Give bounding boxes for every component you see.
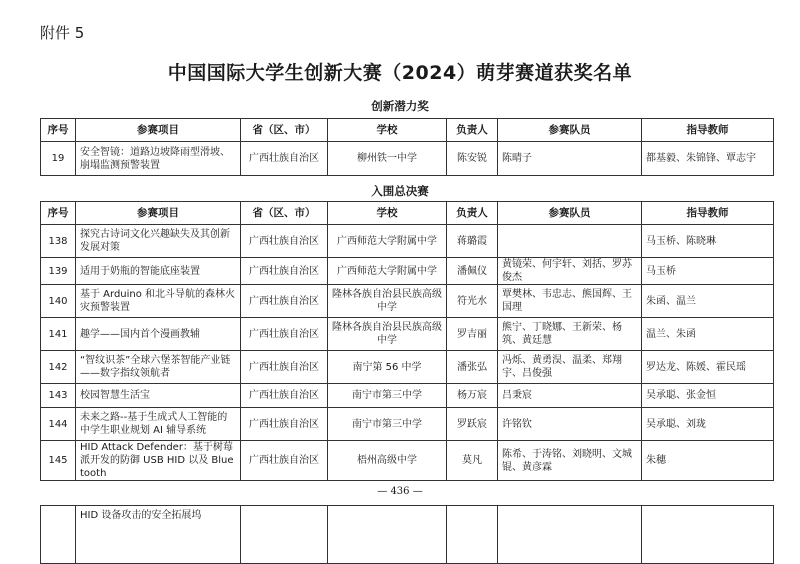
cell-school: 柳州铁一中学 bbox=[328, 142, 447, 176]
cell-advisors: 朱函、温兰 bbox=[642, 285, 774, 318]
cell-region: 广西壮族自治区 bbox=[241, 351, 328, 384]
cell-members: 覃樊林、韦忠志、熊国辉、王国理 bbox=[498, 285, 642, 318]
header-members: 参赛队员 bbox=[498, 119, 642, 142]
document-title: 中国国际大学生创新大赛（2024）萌芽赛道获奖名单 bbox=[167, 62, 633, 84]
header-leader: 负责人 bbox=[447, 119, 498, 142]
table-row bbox=[41, 225, 774, 258]
header-no: 序号 bbox=[41, 202, 76, 225]
header-advisors: 指导教师 bbox=[642, 202, 774, 225]
cell-no: 142 bbox=[41, 351, 76, 384]
table-row bbox=[41, 441, 774, 481]
cell-school: 广西师范大学附属中学 bbox=[328, 258, 447, 285]
cell-advisors: 吴承聪、张金恒 bbox=[642, 384, 774, 408]
cell-project: HID 设备攻击的安全拓展坞 bbox=[76, 506, 241, 564]
cell-no: 144 bbox=[41, 408, 76, 441]
cell-no: 140 bbox=[41, 285, 76, 318]
cell-project: “智纹识茶”全球六堡茶智能产业链——数字指纹领航者 bbox=[76, 351, 241, 384]
cell-leader: 符光水 bbox=[447, 285, 498, 318]
table-row bbox=[41, 351, 774, 384]
cell-no: 143 bbox=[41, 384, 76, 408]
cell-no: 138 bbox=[41, 225, 76, 258]
cell-school: 隆林各族自治县民族高级中学 bbox=[328, 318, 447, 351]
header-region: 省（区、市） bbox=[241, 119, 328, 142]
cell-advisors: 马玉桥、陈晓琳 bbox=[642, 225, 774, 258]
table-row bbox=[41, 285, 774, 318]
cell-advisors: 温兰、朱函 bbox=[642, 318, 774, 351]
table-row bbox=[41, 318, 774, 351]
cell-members bbox=[498, 225, 642, 258]
table-row bbox=[41, 258, 774, 285]
cell-region bbox=[241, 506, 328, 564]
cell-no: 145 bbox=[41, 441, 76, 481]
attachment-label: 附件 5 bbox=[40, 24, 85, 42]
cell-advisors: 都基毅、朱锦锋、覃志宇 bbox=[642, 142, 774, 176]
cell-region: 广西壮族自治区 bbox=[241, 384, 328, 408]
cell-members: 黄镜荣、何宇轩、刘括、罗苏俊杰 bbox=[498, 258, 642, 285]
cell-region: 广西壮族自治区 bbox=[241, 142, 328, 176]
cell-region: 广西壮族自治区 bbox=[241, 318, 328, 351]
cell-school: 南宁市第三中学 bbox=[328, 408, 447, 441]
table-row bbox=[41, 506, 774, 564]
cell-school bbox=[328, 506, 447, 564]
cell-no: 141 bbox=[41, 318, 76, 351]
header-leader: 负责人 bbox=[447, 202, 498, 225]
cell-advisors: 罗达龙、陈媛、霍民瑶 bbox=[642, 351, 774, 384]
cell-leader: 莫凡 bbox=[447, 441, 498, 481]
header-no: 序号 bbox=[41, 119, 76, 142]
cell-project: 校园智慧生活宝 bbox=[76, 384, 241, 408]
table-body bbox=[41, 142, 774, 176]
cell-members: 熊宁、丁晓娜、王新荣、杨筑、黄廷慧 bbox=[498, 318, 642, 351]
cell-project: 未来之路--基于生成式人工智能的中学生职业规划 AI 辅导系统 bbox=[76, 408, 241, 441]
table-row bbox=[41, 408, 774, 441]
cell-leader: 陈安锐 bbox=[447, 142, 498, 176]
cell-advisors bbox=[642, 506, 774, 564]
innovation-potential-table bbox=[40, 118, 774, 176]
table-body bbox=[41, 225, 774, 481]
cell-members: 陈希、于涛铭、刘晓明、文城锟、黄彦霖 bbox=[498, 441, 642, 481]
cell-school: 广西师范大学附属中学 bbox=[328, 225, 447, 258]
finalists-table bbox=[40, 201, 774, 481]
cell-no: 19 bbox=[41, 142, 76, 176]
cell-region: 广西壮族自治区 bbox=[241, 225, 328, 258]
cell-project: 探究古诗词文化兴趣缺失及其创新发展对策 bbox=[76, 225, 241, 258]
cell-region: 广西壮族自治区 bbox=[241, 285, 328, 318]
cell-school: 南宁第 56 中学 bbox=[328, 351, 447, 384]
cell-region: 广西壮族自治区 bbox=[241, 258, 328, 285]
header-project: 参赛项目 bbox=[76, 119, 241, 142]
cell-project: 安全智镜：道路边坡降雨型滑坡、崩塌监测预警装置 bbox=[76, 142, 241, 176]
cell-no bbox=[41, 506, 76, 564]
header-region: 省（区、市） bbox=[241, 202, 328, 225]
section-title-finalists: 入围总决赛 bbox=[371, 184, 429, 198]
cell-region: 广西壮族自治区 bbox=[241, 408, 328, 441]
header-members: 参赛队员 bbox=[498, 202, 642, 225]
cell-school: 隆林各族自治县民族高级中学 bbox=[328, 285, 447, 318]
header-school: 学校 bbox=[328, 119, 447, 142]
cell-leader: 潘张弘 bbox=[447, 351, 498, 384]
cell-advisors: 吴承聪、刘珑 bbox=[642, 408, 774, 441]
cell-advisors: 朱穗 bbox=[642, 441, 774, 481]
header-advisors: 指导教师 bbox=[642, 119, 774, 142]
cell-school: 南宁市第三中学 bbox=[328, 384, 447, 408]
table-row bbox=[41, 142, 774, 176]
continuation-table bbox=[40, 505, 774, 564]
cell-leader: 杨万宸 bbox=[447, 384, 498, 408]
cell-project: 基于 Arduino 和北斗导航的森林火灾预警装置 bbox=[76, 285, 241, 318]
cell-leader bbox=[447, 506, 498, 564]
cell-no: 139 bbox=[41, 258, 76, 285]
cell-advisors: 马玉桥 bbox=[642, 258, 774, 285]
header-project: 参赛项目 bbox=[76, 202, 241, 225]
cell-members: 冯烁、黄勇淏、温柔、郑翔宇、吕俊强 bbox=[498, 351, 642, 384]
page-number: — 436 — bbox=[377, 486, 423, 497]
table-header-row bbox=[41, 202, 774, 225]
cell-members bbox=[498, 506, 642, 564]
cell-leader: 潘佩仪 bbox=[447, 258, 498, 285]
cell-leader: 罗跃宸 bbox=[447, 408, 498, 441]
cell-project: 趣学——国内首个漫画教辅 bbox=[76, 318, 241, 351]
section-title-innovation-potential: 创新潜力奖 bbox=[371, 99, 429, 113]
cell-members: 陈晴子 bbox=[498, 142, 642, 176]
cell-region: 广西壮族自治区 bbox=[241, 441, 328, 481]
cell-project: HID Attack Defender：基于树莓派开发的防御 USB HID 以及 Bluetooth bbox=[76, 441, 241, 481]
cell-leader: 蒋璐霞 bbox=[447, 225, 498, 258]
cell-leader: 罗吉丽 bbox=[447, 318, 498, 351]
table-row bbox=[41, 384, 774, 408]
header-school: 学校 bbox=[328, 202, 447, 225]
cell-members: 吕秉宸 bbox=[498, 384, 642, 408]
table-header-row bbox=[41, 119, 774, 142]
cell-project: 适用于奶瓶的智能底座装置 bbox=[76, 258, 241, 285]
cell-school: 梧州高级中学 bbox=[328, 441, 447, 481]
cell-members: 许铭钦 bbox=[498, 408, 642, 441]
